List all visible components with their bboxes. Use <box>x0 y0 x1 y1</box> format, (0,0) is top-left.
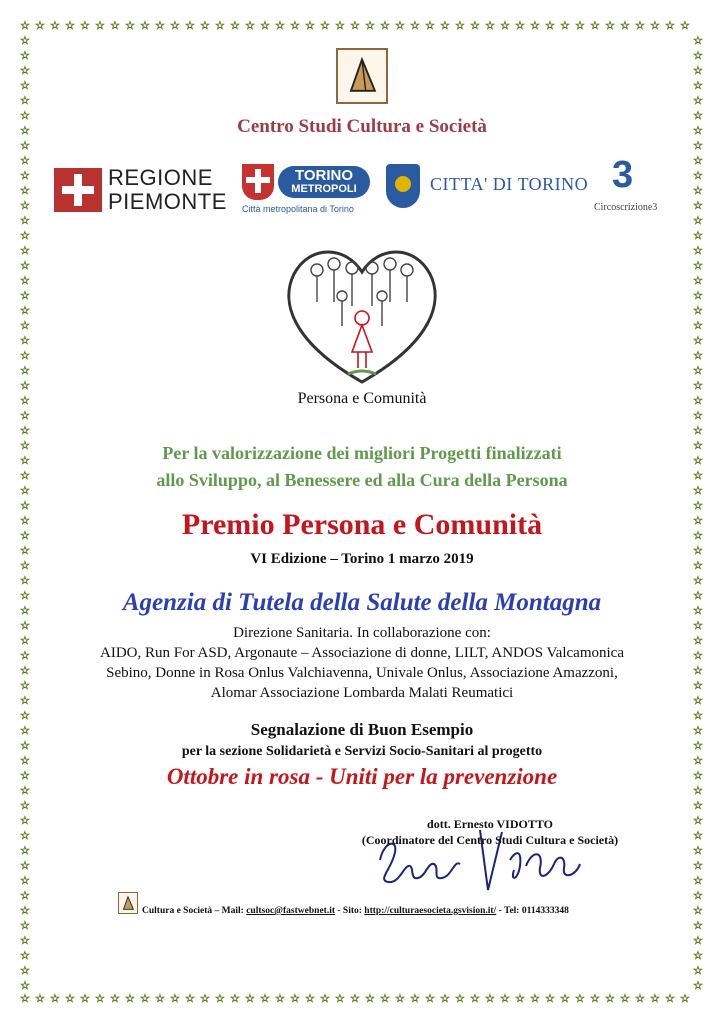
border-star-icon: ☆ <box>305 992 315 1005</box>
border-star-icon: ☆ <box>200 19 210 32</box>
border-star-icon: ☆ <box>200 992 210 1005</box>
border-star-icon: ☆ <box>680 992 690 1005</box>
border-star-icon: ☆ <box>20 979 30 992</box>
border-star-icon: ☆ <box>20 934 30 947</box>
border-star-icon: ☆ <box>620 19 630 32</box>
border-star-icon: ☆ <box>693 979 703 992</box>
border-star-icon: ☆ <box>693 724 703 737</box>
piemonte-flag-icon <box>54 168 102 212</box>
signature-block <box>330 816 650 848</box>
border-star-icon: ☆ <box>20 64 30 77</box>
border-star-icon: ☆ <box>20 319 30 332</box>
border-star-icon: ☆ <box>20 244 30 257</box>
border-star-icon: ☆ <box>230 19 240 32</box>
border-star-icon: ☆ <box>230 992 240 1005</box>
border-star-icon: ☆ <box>693 454 703 467</box>
border-star-icon: ☆ <box>693 874 703 887</box>
border-star-icon: ☆ <box>20 814 30 827</box>
border-star-icon: ☆ <box>35 19 45 32</box>
border-star-icon: ☆ <box>20 889 30 902</box>
border-star-icon: ☆ <box>693 739 703 752</box>
border-star-icon: ☆ <box>20 604 30 617</box>
border-star-icon: ☆ <box>20 544 30 557</box>
border-star-icon: ☆ <box>693 619 703 632</box>
border-star-icon: ☆ <box>380 992 390 1005</box>
border-star-icon: ☆ <box>245 992 255 1005</box>
border-star-icon: ☆ <box>590 992 600 1005</box>
border-star-icon: ☆ <box>305 19 315 32</box>
border-star-icon: ☆ <box>20 784 30 797</box>
border-star-icon: ☆ <box>365 19 375 32</box>
border-star-icon: ☆ <box>20 844 30 857</box>
border-star-icon: ☆ <box>693 214 703 227</box>
pyramid-logo-icon <box>336 48 388 104</box>
recipient-detail-line: Direzione Sanitaria. In collaborazione con: <box>233 625 491 641</box>
border-star-icon: ☆ <box>680 19 690 32</box>
border-star-icon: ☆ <box>215 19 225 32</box>
border-star-icon: ☆ <box>20 439 30 452</box>
border-star-icon: ☆ <box>20 634 30 647</box>
circoscrizione-logo <box>594 154 664 216</box>
border-star-icon: ☆ <box>693 139 703 152</box>
border-star-icon: ☆ <box>575 19 585 32</box>
border-star-icon: ☆ <box>693 274 703 287</box>
border-star-icon: ☆ <box>185 19 195 32</box>
border-star-icon: ☆ <box>693 64 703 77</box>
border-star-icon: ☆ <box>693 34 703 47</box>
border-star-icon: ☆ <box>545 19 555 32</box>
footer-prefix: Cultura e Società – Mail: <box>142 906 247 916</box>
border-star-icon: ☆ <box>635 19 645 32</box>
border-star-icon: ☆ <box>693 409 703 422</box>
border-star-icon: ☆ <box>693 394 703 407</box>
border-star-icon: ☆ <box>20 574 30 587</box>
border-star-icon: ☆ <box>693 634 703 647</box>
border-star-icon: ☆ <box>693 529 703 542</box>
border-star-icon: ☆ <box>590 19 600 32</box>
border-star-icon: ☆ <box>693 124 703 137</box>
border-star-icon: ☆ <box>693 574 703 587</box>
recognition-title: Segnalazione di Buon Esempio <box>250 720 474 739</box>
border-star-icon: ☆ <box>693 649 703 662</box>
intro-line2: allo Sviluppo, al Benessere ed alla Cura della Persona <box>156 470 568 490</box>
border-star-icon: ☆ <box>275 992 285 1005</box>
border-star-icon: ☆ <box>20 109 30 122</box>
border-star-icon: ☆ <box>20 769 30 782</box>
border-star-icon: ☆ <box>20 739 30 752</box>
border-star-icon: ☆ <box>80 992 90 1005</box>
recipient-detail-line: AIDO, Run For ASD, Argonaute – Associazione di donne, LILT, ANDOS Valcamonica <box>100 645 624 661</box>
border-star-icon: ☆ <box>20 859 30 872</box>
border-star-icon: ☆ <box>20 919 30 932</box>
border-star-icon: ☆ <box>140 992 150 1005</box>
border-star-icon: ☆ <box>665 19 675 32</box>
border-star-icon: ☆ <box>693 244 703 257</box>
border-star-icon: ☆ <box>20 724 30 737</box>
border-star-icon: ☆ <box>20 874 30 887</box>
border-star-icon: ☆ <box>20 589 30 602</box>
border-star-icon: ☆ <box>530 19 540 32</box>
border-star-icon: ☆ <box>20 904 30 917</box>
border-star-icon: ☆ <box>350 992 360 1005</box>
signatory-role: (Coordinatore del Centro Studi Cultura e Società) <box>361 833 619 847</box>
border-star-icon: ☆ <box>20 679 30 692</box>
border-star-icon: ☆ <box>20 334 30 347</box>
border-star-icon: ☆ <box>470 19 480 32</box>
border-star-icon: ☆ <box>20 992 30 1005</box>
border-star-icon: ☆ <box>35 992 45 1005</box>
citta-di-torino-label: CITTA' DI TORINO <box>430 174 589 194</box>
border-star-icon: ☆ <box>693 169 703 182</box>
border-star-icon: ☆ <box>693 154 703 167</box>
border-star-icon: ☆ <box>693 229 703 242</box>
border-star-icon: ☆ <box>560 19 570 32</box>
torino-metropoli-logo <box>242 160 372 216</box>
border-star-icon: ☆ <box>455 992 465 1005</box>
torino-crest-icon <box>386 164 420 208</box>
border-star-icon: ☆ <box>605 19 615 32</box>
border-star-icon: ☆ <box>20 664 30 677</box>
circoscrizione-number: 3 <box>612 154 634 196</box>
border-star-icon: ☆ <box>95 19 105 32</box>
border-star-icon: ☆ <box>693 559 703 572</box>
border-star-icon: ☆ <box>650 19 660 32</box>
footer-site-link[interactable]: http://culturaesocieta.gsvision.it/ <box>364 906 497 916</box>
border-star-icon: ☆ <box>20 19 30 32</box>
border-star-icon: ☆ <box>693 199 703 212</box>
border-star-icon: ☆ <box>20 199 30 212</box>
border-star-icon: ☆ <box>693 664 703 677</box>
border-star-icon: ☆ <box>170 19 180 32</box>
organization-title: Centro Studi Cultura e Società <box>237 116 487 137</box>
border-star-icon: ☆ <box>693 499 703 512</box>
border-star-icon: ☆ <box>65 19 75 32</box>
pyramid-small-logo-icon <box>118 892 138 914</box>
recipient-name: Agenzia di Tutela della Salute della Montagna <box>122 589 602 616</box>
border-star-icon: ☆ <box>500 992 510 1005</box>
border-star-icon: ☆ <box>605 992 615 1005</box>
border-star-icon: ☆ <box>125 992 135 1005</box>
border-star-icon: ☆ <box>693 484 703 497</box>
border-star-icon: ☆ <box>693 709 703 722</box>
border-star-icon: ☆ <box>693 604 703 617</box>
border-star-icon: ☆ <box>693 364 703 377</box>
border-star-icon: ☆ <box>20 364 30 377</box>
border-star-icon: ☆ <box>20 559 30 572</box>
border-star-icon: ☆ <box>20 154 30 167</box>
border-star-icon: ☆ <box>20 394 30 407</box>
border-star-icon: ☆ <box>693 784 703 797</box>
border-star-icon: ☆ <box>410 19 420 32</box>
footer-contacts <box>142 906 569 916</box>
border-star-icon: ☆ <box>693 814 703 827</box>
border-star-icon: ☆ <box>95 992 105 1005</box>
border-star-icon: ☆ <box>20 49 30 62</box>
recognition-section: per la sezione Solidarietà e Servizi Socio-Sanitari al progetto <box>181 744 543 759</box>
border-star-icon: ☆ <box>260 19 270 32</box>
border-star-icon: ☆ <box>20 34 30 47</box>
border-star-icon: ☆ <box>215 992 225 1005</box>
border-star-icon: ☆ <box>693 964 703 977</box>
border-star-icon: ☆ <box>395 992 405 1005</box>
border-star-icon: ☆ <box>335 19 345 32</box>
border-star-icon: ☆ <box>380 19 390 32</box>
border-star-icon: ☆ <box>155 992 165 1005</box>
footer-mail-link[interactable]: cultsoc@fastwebnet.it <box>246 906 335 916</box>
border-star-icon: ☆ <box>335 992 345 1005</box>
border-star-icon: ☆ <box>275 19 285 32</box>
border-star-icon: ☆ <box>693 859 703 872</box>
border-star-icon: ☆ <box>20 484 30 497</box>
border-star-icon: ☆ <box>693 439 703 452</box>
border-star-icon: ☆ <box>440 992 450 1005</box>
border-star-icon: ☆ <box>20 274 30 287</box>
border-star-icon: ☆ <box>20 409 30 422</box>
border-star-icon: ☆ <box>20 469 30 482</box>
border-star-icon: ☆ <box>290 992 300 1005</box>
border-star-icon: ☆ <box>693 49 703 62</box>
border-star-icon: ☆ <box>693 694 703 707</box>
border-star-icon: ☆ <box>500 19 510 32</box>
partner-logos <box>54 154 658 220</box>
border-star-icon: ☆ <box>693 259 703 272</box>
border-star-icon: ☆ <box>693 514 703 527</box>
border-star-icon: ☆ <box>693 379 703 392</box>
border-star-icon: ☆ <box>693 679 703 692</box>
border-star-icon: ☆ <box>20 649 30 662</box>
border-star-icon: ☆ <box>320 19 330 32</box>
border-star-icon: ☆ <box>20 184 30 197</box>
border-star-icon: ☆ <box>693 754 703 767</box>
project-title: Ottobre in rosa - Uniti per la prevenzione <box>166 764 558 789</box>
border-star-icon: ☆ <box>20 454 30 467</box>
border-star-icon: ☆ <box>693 904 703 917</box>
recipient-detail-line: Sebino, Donne in Rosa Onlus Valchiavenna, Univale Onlus, Associazione Amazzoni, <box>106 665 618 681</box>
border-star-icon: ☆ <box>20 259 30 272</box>
border-star-icon: ☆ <box>693 589 703 602</box>
border-star-icon: ☆ <box>20 619 30 632</box>
border-star-icon: ☆ <box>20 169 30 182</box>
border-star-icon: ☆ <box>545 992 555 1005</box>
border-star-icon: ☆ <box>290 19 300 32</box>
border-star-icon: ☆ <box>50 992 60 1005</box>
emblem-caption: Persona e Comunità <box>297 390 427 407</box>
border-star-icon: ☆ <box>530 992 540 1005</box>
border-star-icon: ☆ <box>410 992 420 1005</box>
border-star-icon: ☆ <box>65 992 75 1005</box>
award-edition: VI Edizione – Torino 1 marzo 2019 <box>250 551 474 567</box>
border-star-icon: ☆ <box>693 769 703 782</box>
regione-line1: REGIONE <box>108 165 213 190</box>
border-star-icon: ☆ <box>20 694 30 707</box>
border-star-icon: ☆ <box>515 19 525 32</box>
border-star-icon: ☆ <box>140 19 150 32</box>
border-star-icon: ☆ <box>485 19 495 32</box>
border-star-icon: ☆ <box>20 754 30 767</box>
border-star-icon: ☆ <box>693 949 703 962</box>
border-star-icon: ☆ <box>20 289 30 302</box>
border-star-icon: ☆ <box>110 19 120 32</box>
border-star-icon: ☆ <box>515 992 525 1005</box>
border-star-icon: ☆ <box>20 709 30 722</box>
border-star-icon: ☆ <box>650 992 660 1005</box>
border-star-icon: ☆ <box>693 109 703 122</box>
border-star-icon: ☆ <box>425 992 435 1005</box>
border-star-icon: ☆ <box>20 799 30 812</box>
border-star-icon: ☆ <box>245 19 255 32</box>
border-star-icon: ☆ <box>575 992 585 1005</box>
border-star-icon: ☆ <box>635 992 645 1005</box>
border-star-icon: ☆ <box>50 19 60 32</box>
border-star-icon: ☆ <box>693 424 703 437</box>
border-star-icon: ☆ <box>693 469 703 482</box>
border-star-icon: ☆ <box>110 992 120 1005</box>
border-star-icon: ☆ <box>20 304 30 317</box>
border-star-icon: ☆ <box>620 992 630 1005</box>
border-star-icon: ☆ <box>693 184 703 197</box>
border-star-icon: ☆ <box>20 949 30 962</box>
border-star-icon: ☆ <box>125 19 135 32</box>
border-star-icon: ☆ <box>693 334 703 347</box>
border-star-icon: ☆ <box>80 19 90 32</box>
border-star-icon: ☆ <box>20 499 30 512</box>
border-star-icon: ☆ <box>20 529 30 542</box>
torino-cross-icon <box>242 164 274 200</box>
border-star-icon: ☆ <box>20 424 30 437</box>
intro-text <box>0 440 724 497</box>
border-star-icon: ☆ <box>20 829 30 842</box>
border-star-icon: ☆ <box>455 19 465 32</box>
recipient-details <box>0 623 724 703</box>
border-star-icon: ☆ <box>170 992 180 1005</box>
border-star-icon: ☆ <box>693 889 703 902</box>
border-star-icon: ☆ <box>693 79 703 92</box>
border-star-icon: ☆ <box>320 992 330 1005</box>
border-star-icon: ☆ <box>693 919 703 932</box>
border-star-icon: ☆ <box>560 992 570 1005</box>
border-star-icon: ☆ <box>693 289 703 302</box>
torino-caption: Città metropolitana di Torino <box>242 204 354 214</box>
border-star-icon: ☆ <box>395 19 405 32</box>
award-title: Premio Persona e Comunità <box>181 508 543 541</box>
border-star-icon: ☆ <box>693 934 703 947</box>
border-star-icon: ☆ <box>185 992 195 1005</box>
border-star-icon: ☆ <box>20 139 30 152</box>
border-star-icon: ☆ <box>155 19 165 32</box>
border-star-icon: ☆ <box>20 964 30 977</box>
border-star-icon: ☆ <box>260 992 270 1005</box>
border-star-icon: ☆ <box>20 229 30 242</box>
border-star-icon: ☆ <box>440 19 450 32</box>
citta-di-torino-logo <box>386 160 589 216</box>
border-star-icon: ☆ <box>470 992 480 1005</box>
border-star-icon: ☆ <box>350 19 360 32</box>
signatory-name: dott. Ernesto VIDOTTO <box>427 817 553 831</box>
border-star-icon: ☆ <box>693 544 703 557</box>
torino-line1: TORINO <box>294 167 354 184</box>
recipient-detail-line: Alomar Associazione Lombarda Malati Reumatici <box>210 685 514 701</box>
regione-piemonte-logo <box>54 164 227 216</box>
border-star-icon: ☆ <box>20 214 30 227</box>
intro-line1: Per la valorizzazione dei migliori Progetti finalizzati <box>162 443 562 463</box>
border-star-icon: ☆ <box>693 844 703 857</box>
footer-mid: - Sito: <box>335 906 365 916</box>
torino-line2: METROPOLI <box>291 183 357 195</box>
border-star-icon: ☆ <box>485 992 495 1005</box>
border-star-icon: ☆ <box>693 94 703 107</box>
border-star-icon: ☆ <box>20 124 30 137</box>
border-star-icon: ☆ <box>693 304 703 317</box>
border-star-icon: ☆ <box>20 79 30 92</box>
border-star-icon: ☆ <box>693 829 703 842</box>
border-star-icon: ☆ <box>365 992 375 1005</box>
border-star-icon: ☆ <box>20 94 30 107</box>
border-star-icon: ☆ <box>665 992 675 1005</box>
border-star-icon: ☆ <box>20 379 30 392</box>
border-star-icon: ☆ <box>693 349 703 362</box>
regione-line2: PIEMONTE <box>108 189 227 214</box>
border-star-icon: ☆ <box>693 799 703 812</box>
footer-suffix: - Tel: 0114333348 <box>496 906 569 916</box>
circoscrizione-label: Circoscrizione3 <box>594 202 658 213</box>
border-star-icon: ☆ <box>20 514 30 527</box>
border-star-icon: ☆ <box>693 319 703 332</box>
border-star-icon: ☆ <box>20 349 30 362</box>
border-star-icon: ☆ <box>425 19 435 32</box>
